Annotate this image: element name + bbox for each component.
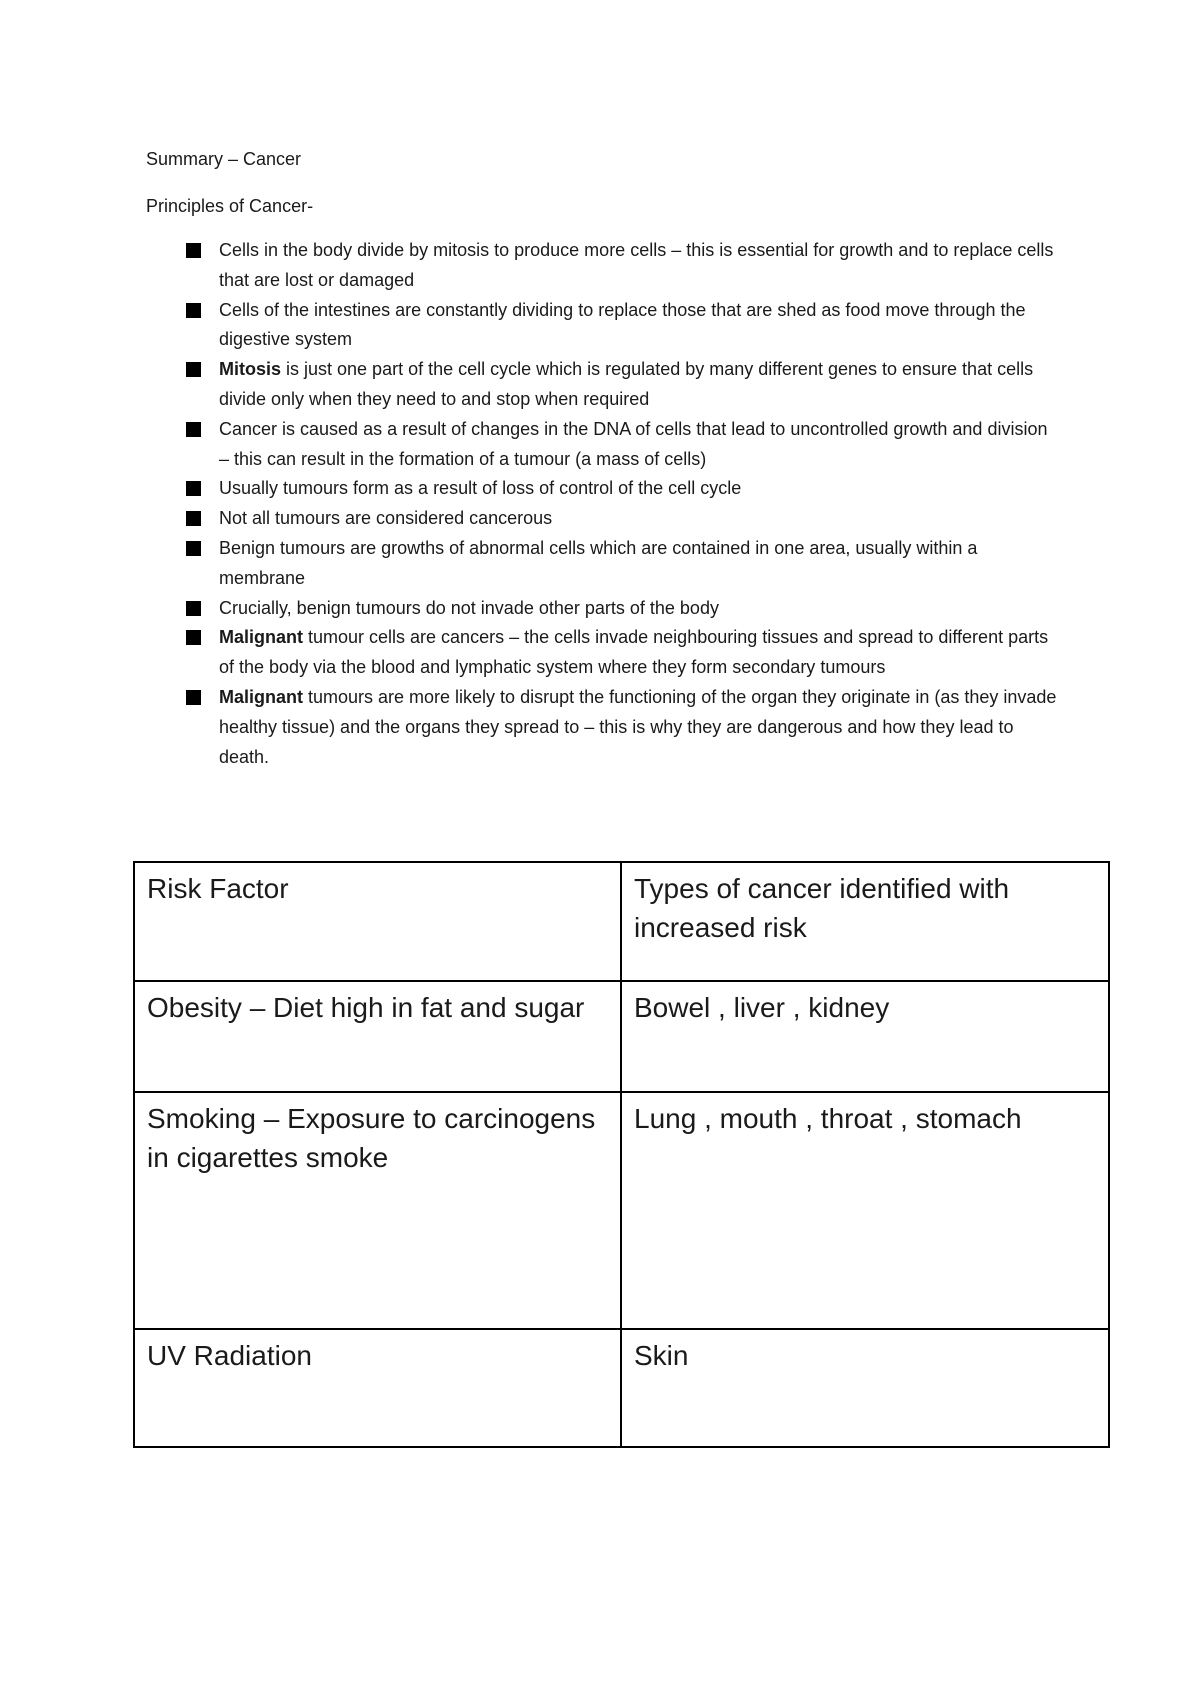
list-item-bold: Malignant (219, 627, 303, 648)
list-item-text (219, 300, 1025, 350)
list-item (0, 415, 1200, 475)
list-item (0, 236, 1200, 296)
list-item-text (219, 538, 977, 588)
list-item (0, 474, 1200, 504)
table-cell-risk-factor: Obesity – Diet high in fat and sugar (134, 981, 621, 1092)
list-item-text (219, 598, 719, 618)
list-item-text (219, 508, 552, 528)
section-heading: Principles of Cancer- (146, 196, 314, 216)
list-item-text (219, 627, 1048, 677)
square-bullet-icon (186, 541, 201, 556)
square-bullet-icon (186, 601, 201, 616)
list-item-text (219, 478, 741, 498)
list-item-bold: Malignant (219, 686, 303, 707)
list-item (0, 355, 1200, 415)
square-bullet-icon (186, 511, 201, 526)
square-bullet-icon (186, 690, 201, 705)
table-cell-cancer-types: Skin (621, 1329, 1109, 1447)
square-bullet-icon (186, 481, 201, 496)
list-item-body: Benign tumours are growths of abnormal cells which are contained in one area, usually within a membrane (219, 537, 978, 588)
list-item (0, 534, 1200, 594)
list-item-text (219, 359, 1033, 409)
list-item (0, 594, 1200, 624)
list-item-body: Cells in the body divide by mitosis to produce more cells – this is essential for growth and to replace cells that are lost or damaged (219, 240, 1054, 290)
header-risk-factor: Risk Factor (134, 862, 621, 981)
square-bullet-icon (186, 422, 201, 437)
list-item-body: is just one part of the cell cycle which is regulated by many different genes to ensure that cells divide only when they need to and stop when required (219, 359, 1034, 409)
list-item-bold: Mitosis (219, 359, 282, 380)
list-item-body: tumours are more likely to disrupt the functioning of the organ they originate in (as they invade healthy tissue) and the organs they spread to – this is why they are dangerous and how they lead to death. (219, 686, 1057, 767)
square-bullet-icon (186, 243, 201, 258)
list-item-text (219, 240, 1053, 290)
list-item-body: Crucially, benign tumours do not invade other parts of the body (219, 597, 719, 618)
header-cancer-types: Types of cancer identified with increased risk (621, 862, 1109, 981)
list-item (0, 683, 1200, 772)
square-bullet-icon (186, 630, 201, 645)
table-row (134, 981, 1109, 1092)
list-item (0, 504, 1200, 534)
document-title: Summary – Cancer (146, 149, 302, 169)
table-row (134, 1092, 1109, 1329)
table-cell-risk-factor: UV Radiation (134, 1329, 621, 1447)
table-cell-cancer-types: Lung , mouth , throat , stomach (621, 1092, 1109, 1329)
list-item-body: tumour cells are cancers – the cells invade neighbouring tissues and spread to different parts of the body via the blood and lymphatic system where they form secondary tumours (219, 627, 1049, 678)
list-item-body: Not all tumours are considered cancerous (219, 508, 553, 529)
risk-factor-table (133, 861, 1110, 1448)
square-bullet-icon (186, 303, 201, 318)
list-item-text (219, 419, 1047, 469)
list-item-body: Cancer is caused as a result of changes in the DNA of cells that lead to uncontrolled growth and division – this can result in the formation of a tumour (a mass of cells) (219, 418, 1048, 469)
table-row (134, 1329, 1109, 1447)
table-header-row (134, 862, 1109, 981)
principles-list (0, 236, 1200, 772)
list-item-text (219, 687, 1056, 767)
table-cell-risk-factor: Smoking – Exposure to carcinogens in cigarettes smoke (134, 1092, 621, 1329)
list-item-body: Usually tumours form as a result of loss of control of the cell cycle (219, 478, 742, 499)
list-item-body: Cells of the intestines are constantly dividing to replace those that are shed as food move through the digestive system (219, 299, 1026, 350)
table-cell-cancer-types: Bowel , liver , kidney (621, 981, 1109, 1092)
square-bullet-icon (186, 362, 201, 377)
list-item (0, 296, 1200, 356)
list-item (0, 623, 1200, 683)
